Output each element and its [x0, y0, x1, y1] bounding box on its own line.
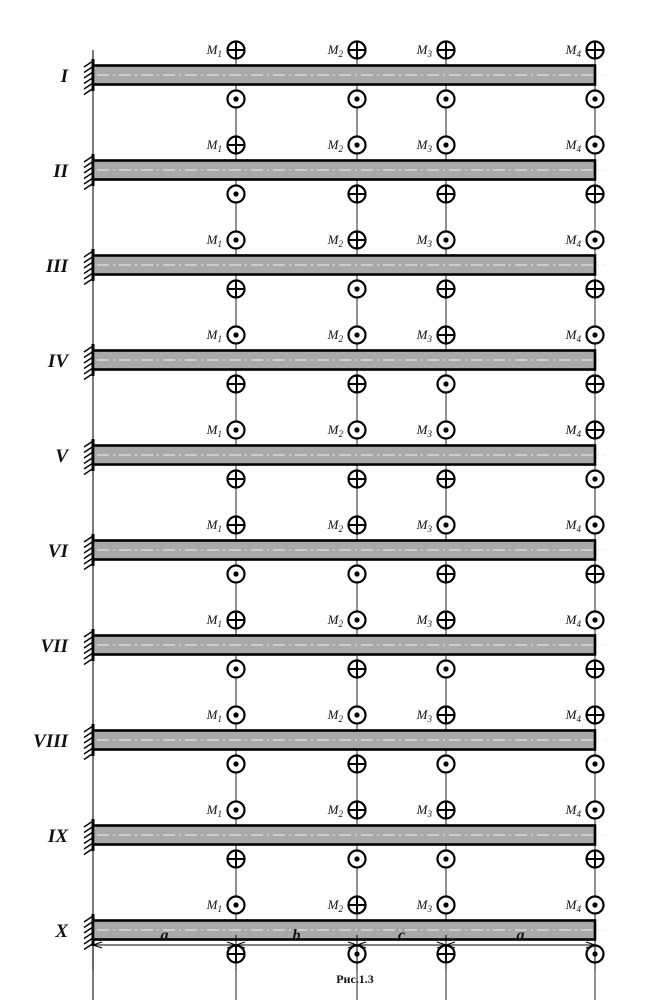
beam-row: [47, 802, 607, 868]
dimension-label: a: [160, 927, 169, 944]
circle-plus-icon: [228, 471, 245, 488]
moment-label: $M_3$: [416, 42, 432, 59]
moment-label: $M_2$: [327, 422, 343, 439]
row-label: III: [45, 256, 68, 277]
circle-plus-icon: [228, 851, 245, 868]
moment-label: $M_4$: [565, 897, 581, 914]
moment-label: $M_4$: [565, 327, 581, 344]
moment-label: $M_2$: [327, 802, 343, 819]
circle-plus-icon: [587, 707, 604, 724]
circle-plus-icon: [587, 186, 604, 203]
beam-row: [60, 42, 607, 108]
circle-dot-icon: [438, 137, 455, 154]
moment-label: $M_3$: [416, 517, 432, 534]
moment-label: $M_4$: [565, 517, 581, 534]
circle-plus-icon: [228, 281, 245, 298]
row-label: V: [55, 446, 68, 467]
moment-label: $M_1$: [206, 422, 222, 439]
circle-dot-icon: [228, 422, 245, 439]
section-guide-lines: [93, 50, 595, 1000]
circle-plus-icon: [438, 186, 455, 203]
beam-row: [47, 327, 607, 393]
beam-row: [33, 707, 607, 773]
circle-dot-icon: [349, 566, 366, 583]
moment-label: $M_2$: [327, 42, 343, 59]
beam-row: [55, 422, 607, 488]
circle-plus-icon: [349, 186, 366, 203]
circle-dot-icon: [587, 612, 604, 629]
circle-dot-icon: [438, 517, 455, 534]
fixed-support-hatch-icon: [84, 724, 93, 760]
circle-dot-icon: [228, 232, 245, 249]
circle-plus-icon: [228, 137, 245, 154]
circle-plus-icon: [438, 42, 455, 59]
moment-label: $M_1$: [206, 517, 222, 534]
dimension-label: b: [292, 927, 301, 944]
moment-label: $M_2$: [327, 327, 343, 344]
moment-label: $M_1$: [206, 137, 222, 154]
beam-row: [41, 612, 607, 678]
fixed-support-hatch-icon: [84, 914, 93, 950]
circle-plus-icon: [438, 612, 455, 629]
moment-label: $M_4$: [565, 707, 581, 724]
fixed-support-hatch-icon: [84, 819, 93, 855]
moment-label: $M_1$: [206, 897, 222, 914]
fixed-support-hatch-icon: [84, 629, 93, 665]
circle-dot-icon: [349, 327, 366, 344]
figure-caption: Рис.1.3: [336, 972, 374, 986]
row-label: II: [53, 161, 68, 182]
moment-label: $M_2$: [327, 517, 343, 534]
circle-dot-icon: [438, 756, 455, 773]
beam-row: [48, 517, 607, 583]
moment-label: $M_2$: [327, 232, 343, 249]
row-label: VIII: [33, 731, 68, 752]
circle-plus-icon: [228, 42, 245, 59]
circle-plus-icon: [438, 327, 455, 344]
beam-rows: [33, 42, 607, 963]
circle-dot-icon: [587, 756, 604, 773]
moment-label: $M_4$: [565, 612, 581, 629]
circle-plus-icon: [349, 376, 366, 393]
row-label: VI: [47, 541, 68, 562]
moment-label: $M_3$: [416, 422, 432, 439]
moment-label: $M_2$: [327, 897, 343, 914]
circle-dot-icon: [228, 897, 245, 914]
moment-label: $M_4$: [565, 422, 581, 439]
circle-plus-icon: [438, 471, 455, 488]
fixed-support-hatch-icon: [84, 59, 93, 95]
circle-plus-icon: [349, 232, 366, 249]
circle-plus-icon: [587, 281, 604, 298]
circle-plus-icon: [349, 661, 366, 678]
circle-plus-icon: [228, 612, 245, 629]
circle-plus-icon: [349, 756, 366, 773]
moment-label: $M_1$: [206, 232, 222, 249]
moment-label: $M_4$: [565, 42, 581, 59]
row-label: IX: [47, 826, 68, 847]
circle-plus-icon: [349, 802, 366, 819]
circle-plus-icon: [228, 517, 245, 534]
circle-plus-icon: [587, 376, 604, 393]
moment-label: $M_1$: [206, 802, 222, 819]
dimension-label: c: [397, 927, 406, 944]
circle-dot-icon: [587, 517, 604, 534]
circle-plus-icon: [349, 42, 366, 59]
moment-label: $M_4$: [565, 137, 581, 154]
circle-plus-icon: [349, 897, 366, 914]
fixed-support-hatch-icon: [84, 249, 93, 285]
circle-plus-icon: [587, 422, 604, 439]
circle-dot-icon: [587, 897, 604, 914]
moment-label: $M_1$: [206, 707, 222, 724]
circle-dot-icon: [228, 566, 245, 583]
moment-label: $M_2$: [327, 612, 343, 629]
circle-dot-icon: [228, 327, 245, 344]
moment-label: $M_3$: [416, 612, 432, 629]
moment-label: $M_3$: [416, 232, 432, 249]
moment-label: $M_3$: [416, 707, 432, 724]
circle-plus-icon: [349, 471, 366, 488]
row-label: X: [55, 921, 68, 942]
circle-dot-icon: [349, 137, 366, 154]
circle-dot-icon: [587, 327, 604, 344]
row-label: I: [60, 66, 68, 87]
circle-dot-icon: [438, 851, 455, 868]
circle-dot-icon: [587, 802, 604, 819]
circle-dot-icon: [587, 471, 604, 488]
beam-row: [52, 137, 607, 203]
row-label: IV: [47, 351, 68, 372]
row-label: VII: [40, 636, 68, 657]
circle-dot-icon: [228, 91, 245, 108]
fixed-support-hatch-icon: [84, 154, 93, 190]
circle-dot-icon: [228, 707, 245, 724]
moment-label: $M_3$: [416, 802, 432, 819]
circle-dot-icon: [349, 707, 366, 724]
circle-dot-icon: [349, 91, 366, 108]
circle-plus-icon: [438, 566, 455, 583]
fixed-support-hatch-icon: [84, 534, 93, 570]
circle-plus-icon: [228, 376, 245, 393]
circle-dot-icon: [349, 281, 366, 298]
circle-dot-icon: [438, 897, 455, 914]
moment-label: $M_3$: [416, 327, 432, 344]
fixed-support-hatch-icon: [84, 439, 93, 475]
circle-plus-icon: [587, 566, 604, 583]
circle-dot-icon: [587, 137, 604, 154]
circle-plus-icon: [587, 661, 604, 678]
circle-dot-icon: [228, 756, 245, 773]
moment-label: $M_1$: [206, 327, 222, 344]
moment-label: $M_1$: [206, 612, 222, 629]
moment-label: $M_2$: [327, 707, 343, 724]
beam-row: [45, 232, 607, 298]
circle-plus-icon: [438, 802, 455, 819]
circle-dot-icon: [438, 422, 455, 439]
moment-label: $M_3$: [416, 137, 432, 154]
moment-label: $M_1$: [206, 42, 222, 59]
moment-label: $M_3$: [416, 897, 432, 914]
circle-dot-icon: [438, 91, 455, 108]
moment-label: $M_4$: [565, 232, 581, 249]
circle-dot-icon: [438, 376, 455, 393]
circle-plus-icon: [349, 517, 366, 534]
circle-dot-icon: [228, 186, 245, 203]
circle-plus-icon: [587, 851, 604, 868]
circle-plus-icon: [587, 42, 604, 59]
circle-dot-icon: [438, 232, 455, 249]
moment-label: $M_2$: [327, 137, 343, 154]
circle-plus-icon: [438, 281, 455, 298]
circle-dot-icon: [438, 661, 455, 678]
circle-dot-icon: [587, 232, 604, 249]
circle-dot-icon: [349, 851, 366, 868]
fixed-support-hatch-icon: [84, 344, 93, 380]
circle-dot-icon: [349, 612, 366, 629]
circle-dot-icon: [228, 802, 245, 819]
dimension-label: a: [516, 927, 525, 944]
circle-dot-icon: [349, 422, 366, 439]
circle-dot-icon: [587, 91, 604, 108]
circle-dot-icon: [228, 661, 245, 678]
moment-label: $M_4$: [565, 802, 581, 819]
circle-plus-icon: [438, 707, 455, 724]
